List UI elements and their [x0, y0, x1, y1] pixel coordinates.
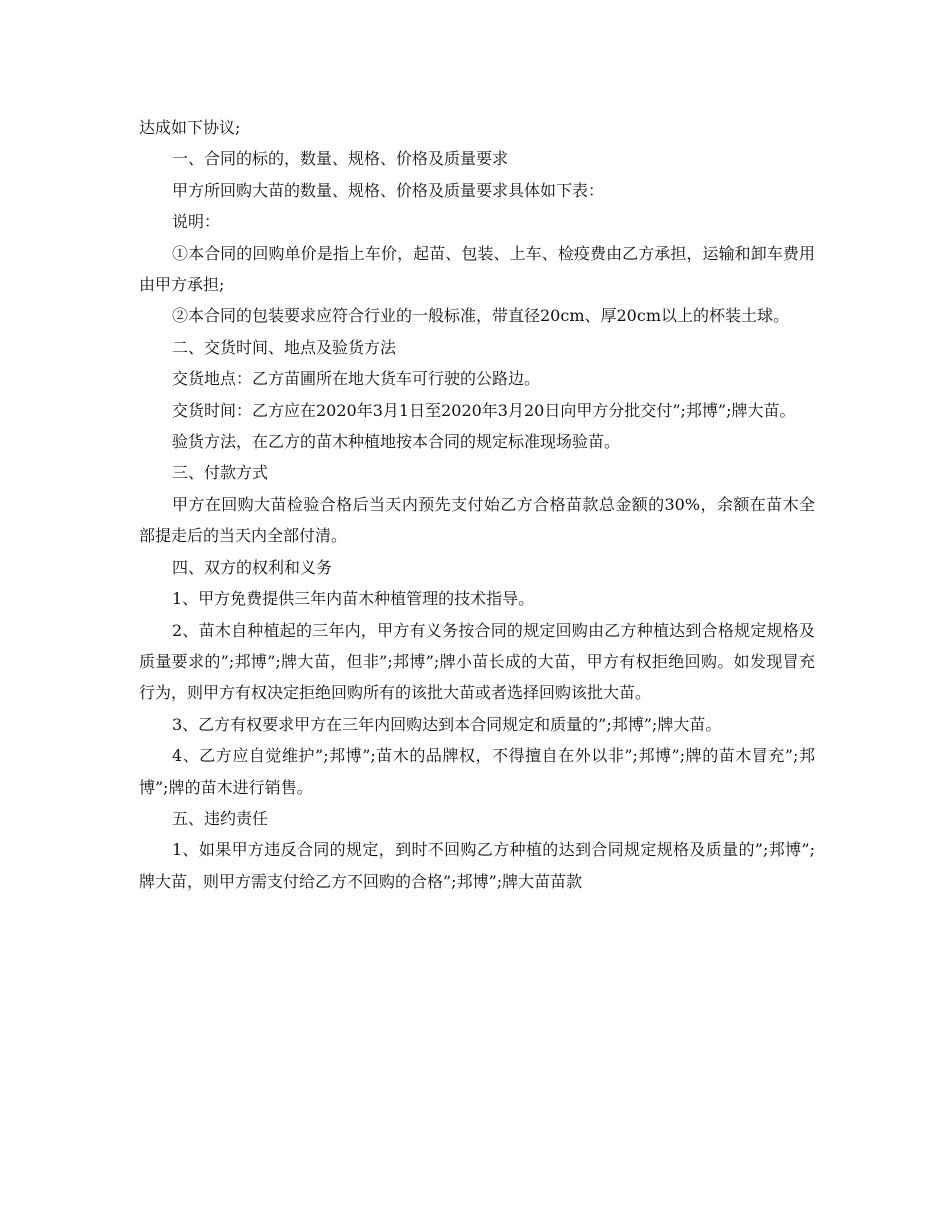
document-page — [139, 112, 815, 897]
heading-section-3: 三、付款方式 — [172, 463, 269, 483]
paragraph-payment: 甲方在回购大苗检验合格后当天内预先支付始乙方合格苗款总金额的30%，余额在苗木全部提走后的当天内全部付清。 — [139, 494, 815, 546]
paragraph-rights-3: 3、乙方有权要求甲方在三年内回购达到本合同规定和质量的”;邦博”;牌大苗。 — [172, 714, 722, 734]
paragraph-rights-4: 4、乙方应自觉维护”;邦博”;苗木的品牌权，不得擅自在外以非”;邦博”;牌的苗木冒充”;邦博”;牌的苗木进行销售。 — [139, 746, 815, 797]
paragraph-note-2: ②本合同的包装要求应符合行业的一般标准，带直径20cm、厚20cm以上的杯装土球。 — [172, 306, 789, 326]
paragraph-table-intro: 甲方所回购大苗的数量、规格、价格及质量要求具体如下表： — [172, 180, 605, 200]
paragraph-note-1: ①本合同的回购单价是指上车价，起苗、包装、上车、检疫费由乙方承担，运输和卸车费用由甲方承担; — [139, 243, 815, 295]
paragraph-liability-1: 1、如果甲方违反合同的规定，到时不回购乙方种植的达到合同规定规格及质量的”;邦博”;牌大苗，则甲方需支付给乙方不回购的合格”;邦博”;牌大苗苗款 — [139, 840, 815, 891]
paragraph-rights-1: 1、甲方免费提供三年内苗木种植管理的技术指导。 — [172, 589, 535, 609]
paragraph-intro: 达成如下协议; — [139, 118, 241, 137]
paragraph-inspection-method: 验货方法，在乙方的苗木种植地按本合同的规定标准现场验苗。 — [172, 432, 621, 452]
paragraph-rights-2: 2、苗木自种植起的三年内，甲方有义务按合同的规定回购由乙方种植达到合格规定规格及质量要求的”;邦博”;牌大苗，但非”;邦博”;牌小苗长成的大苗，甲方有权拒绝回购。如发现冒充行为，则甲方有权决定拒绝回购所有的该批大苗或者选择回购该批大苗。 — [139, 620, 815, 703]
heading-section-2: 二、交货时间、地点及验货方法 — [172, 337, 397, 357]
paragraph-notes-label: 说明： — [172, 212, 221, 232]
heading-section-4: 四、双方的权利和义务 — [172, 557, 333, 577]
heading-section-1: 一、合同的标的，数量、规格、价格及质量要求 — [172, 149, 509, 169]
paragraph-delivery-place: 交货地点：乙方苗圃所在地大货车可行驶的公路边。 — [172, 369, 541, 389]
heading-section-5: 五、违约责任 — [172, 808, 269, 828]
paragraph-delivery-time: 交货时间：乙方应在2020年3月1日至2020年3月20日向甲方分批交付”;邦博”;牌大苗。 — [172, 400, 796, 420]
